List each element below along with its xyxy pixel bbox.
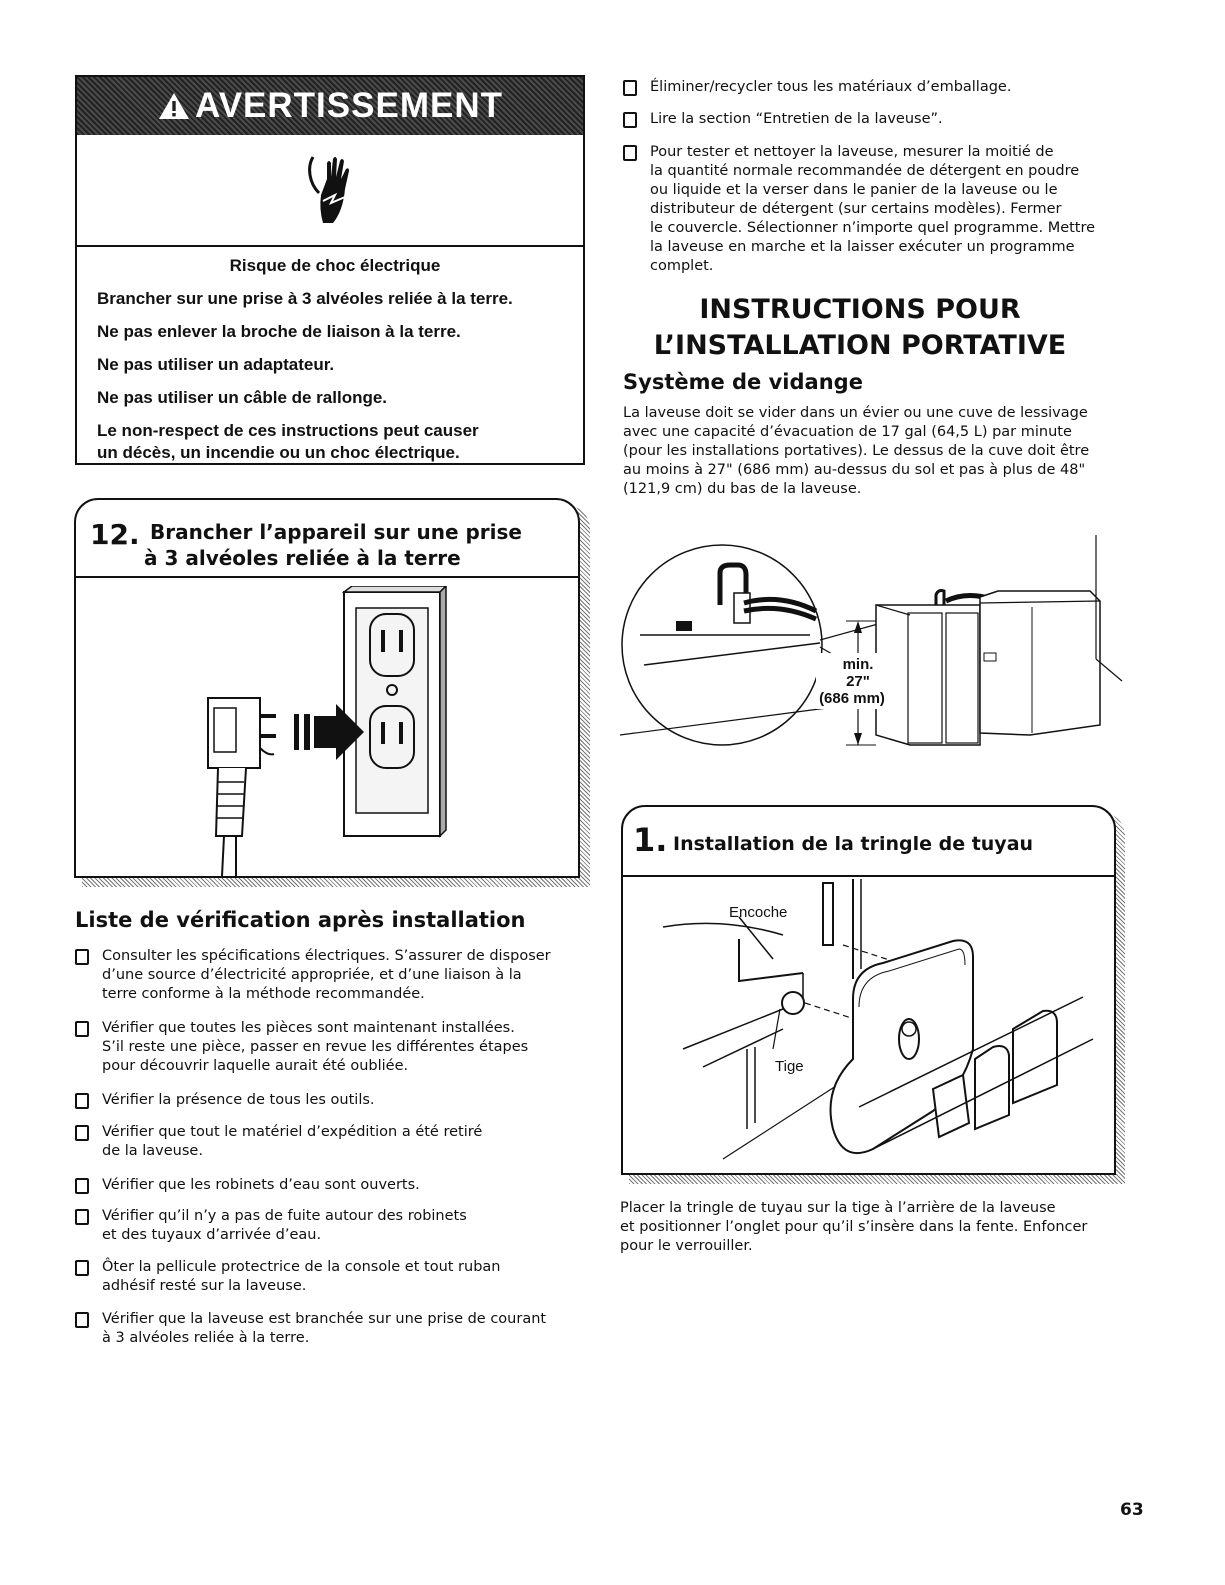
caption-line: pour le verrouiller. <box>620 1238 753 1254</box>
checklist-item <box>75 947 551 1004</box>
warning-separator <box>77 245 583 247</box>
step1-title: Installation de la tringle de tuyau <box>673 833 1034 855</box>
diagram-label-mm: (686 mm) <box>819 690 885 707</box>
warning-line: Ne pas enlever la broche de liaison à la terre. <box>97 322 461 341</box>
drain-line: avec une capacité d’évacuation de 17 gal (64,5 L) par minute <box>623 424 1072 440</box>
checklist-line: Éliminer/recycler tous les matériaux d’emballage. <box>650 79 1012 95</box>
checklist-line: Vérifier que les robinets d’eau sont ouverts. <box>102 1177 420 1193</box>
checklist-line: Vérifier qu’il n’y a pas de fuite autour des robinets <box>102 1208 467 1224</box>
warning-line: Ne pas utiliser un câble de rallonge. <box>97 388 388 407</box>
checklist-line: la quantité normale recommandée de détergent en poudre <box>650 163 1080 179</box>
warning-title: AVERTISSEMENT <box>195 86 503 125</box>
warning-risk: Risque de choc électrique <box>229 256 441 275</box>
checklist-line: ou liquide et la verser dans le panier de la laveuse ou le <box>650 182 1058 198</box>
checklist-item <box>75 1176 420 1195</box>
checkbox[interactable] <box>75 1125 89 1141</box>
drain-line: La laveuse doit se vider dans un évier ou une cuve de lessivage <box>623 405 1088 421</box>
checkbox[interactable] <box>75 1093 89 1109</box>
checkbox[interactable] <box>623 145 637 161</box>
warning-box <box>75 75 585 465</box>
electric-shock-hand-icon <box>305 149 365 229</box>
drain-line: au moins à 27" (686 mm) au-dessus du sol et pas à plus de 48" <box>623 462 1086 478</box>
label-peg: Tige <box>775 1058 804 1075</box>
checklist-line: et des tuyaux d’arrivée d’eau. <box>102 1227 322 1243</box>
checkbox[interactable] <box>75 1209 89 1225</box>
step1-number: 1. <box>633 821 668 859</box>
warning-line: un décès, un incendie ou un choc électrique. <box>97 443 460 462</box>
checklist-line: Vérifier la présence de tous les outils. <box>102 1092 375 1108</box>
checklist-line: complet. <box>650 258 714 274</box>
caption-line: et positionner l’onglet pour qu’il s’insère dans la fente. Enfoncer <box>620 1219 1088 1235</box>
hose-rod-illustration <box>663 879 1113 1169</box>
checklist-line: Pour tester et nettoyer la laveuse, mesurer la moitié de <box>650 144 1054 160</box>
portable-title-line1: INSTRUCTIONS POUR <box>699 294 1021 325</box>
plug-outlet-illustration <box>176 586 476 876</box>
step12-box <box>74 498 580 878</box>
checklist-line: Consulter les spécifications électriques. S’assurer de disposer <box>102 948 551 964</box>
checklist-item <box>623 110 943 129</box>
warning-line: Brancher sur une prise à 3 alvéoles reliée à la terre. <box>97 289 513 308</box>
checklist-item <box>623 78 1011 97</box>
checklist-item <box>75 1123 482 1161</box>
warning-line: Ne pas utiliser un adaptateur. <box>97 355 335 374</box>
checkbox[interactable] <box>75 949 89 965</box>
warning-triangle-icon <box>157 91 191 121</box>
step12-header <box>76 500 578 578</box>
checklist-line: Vérifier que toutes les pièces sont maintenant installées. <box>102 1020 515 1036</box>
checkbox[interactable] <box>75 1312 89 1328</box>
warning-body <box>97 255 573 464</box>
checklist-item <box>75 1310 546 1348</box>
checklist-line: Vérifier que tout le matériel d’expédition a été retiré <box>102 1124 483 1140</box>
portable-title-line2: L’INSTALLATION PORTATIVE <box>653 330 1067 361</box>
checklist-line: adhésif resté sur la laveuse. <box>102 1278 307 1294</box>
checkbox[interactable] <box>623 80 637 96</box>
step1-box <box>621 805 1116 1175</box>
warning-header <box>77 77 583 135</box>
checklist-line: Lire la section “Entretien de la laveuse”. <box>650 111 943 127</box>
checklist-line: pour découvrir laquelle aurait été oubliée. <box>102 1058 409 1074</box>
page-number: 63 <box>1120 1500 1144 1520</box>
portable-install-title <box>600 292 1120 364</box>
drain-line: (pour les installations portatives). Le dessus de la cuve doit être <box>623 443 1090 459</box>
checklist-item <box>75 1019 528 1076</box>
checklist-line: Vérifier que la laveuse est branchée sur une prise de courant <box>102 1311 547 1327</box>
checklist-line: de la laveuse. <box>102 1143 203 1159</box>
checklist-item <box>75 1091 375 1110</box>
caption-line: Placer la tringle de tuyau sur la tige à l’arrière de la laveuse <box>620 1200 1056 1216</box>
step1-header <box>623 807 1114 877</box>
checklist-item <box>75 1207 467 1245</box>
checklist-line: d’une source d’électricité appropriée, et d’une liaison à la <box>102 967 522 983</box>
diagram-label-min: min. <box>842 656 874 673</box>
checklist-item <box>623 143 1095 276</box>
diagram-label-inches: 27" <box>846 673 870 690</box>
warning-line: Le non-respect de ces instructions peut causer <box>97 421 479 440</box>
step12-title-line1: Brancher l’appareil sur une prise <box>150 520 522 544</box>
checklist-line: la laveuse en marche et la laisser exécuter un programme <box>650 239 1075 255</box>
checklist-line: le couvercle. Sélectionner n’importe quel programme. Mettre <box>650 220 1096 236</box>
checkbox[interactable] <box>75 1178 89 1194</box>
drain-system-title: Système de vidange <box>623 370 863 394</box>
step1-caption <box>620 1199 1087 1256</box>
step12-title-line2: à 3 alvéoles reliée à la terre <box>144 546 461 570</box>
drain-height-diagram <box>620 535 1125 775</box>
checklist-line: Ôter la pellicule protectrice de la console et tout ruban <box>102 1259 501 1275</box>
step12-number: 12. <box>90 518 140 551</box>
checkbox[interactable] <box>75 1260 89 1276</box>
drain-line: (121,9 cm) du bas de la laveuse. <box>623 481 862 497</box>
label-notch: Encoche <box>729 904 788 921</box>
checklist-line: distributeur de détergent (sur certains modèles). Fermer <box>650 201 1062 217</box>
checklist-line: S’il reste une pièce, passer en revue les différentes étapes <box>102 1039 529 1055</box>
drain-system-text <box>623 404 1089 499</box>
checklist-line: à 3 alvéoles reliée à la terre. <box>102 1330 310 1346</box>
checklist-line: terre conforme à la méthode recommandée. <box>102 986 425 1002</box>
checkbox[interactable] <box>75 1021 89 1037</box>
checklist-title: Liste de vérification après installation <box>75 908 526 932</box>
checkbox[interactable] <box>623 112 637 128</box>
checklist-item <box>75 1258 500 1296</box>
